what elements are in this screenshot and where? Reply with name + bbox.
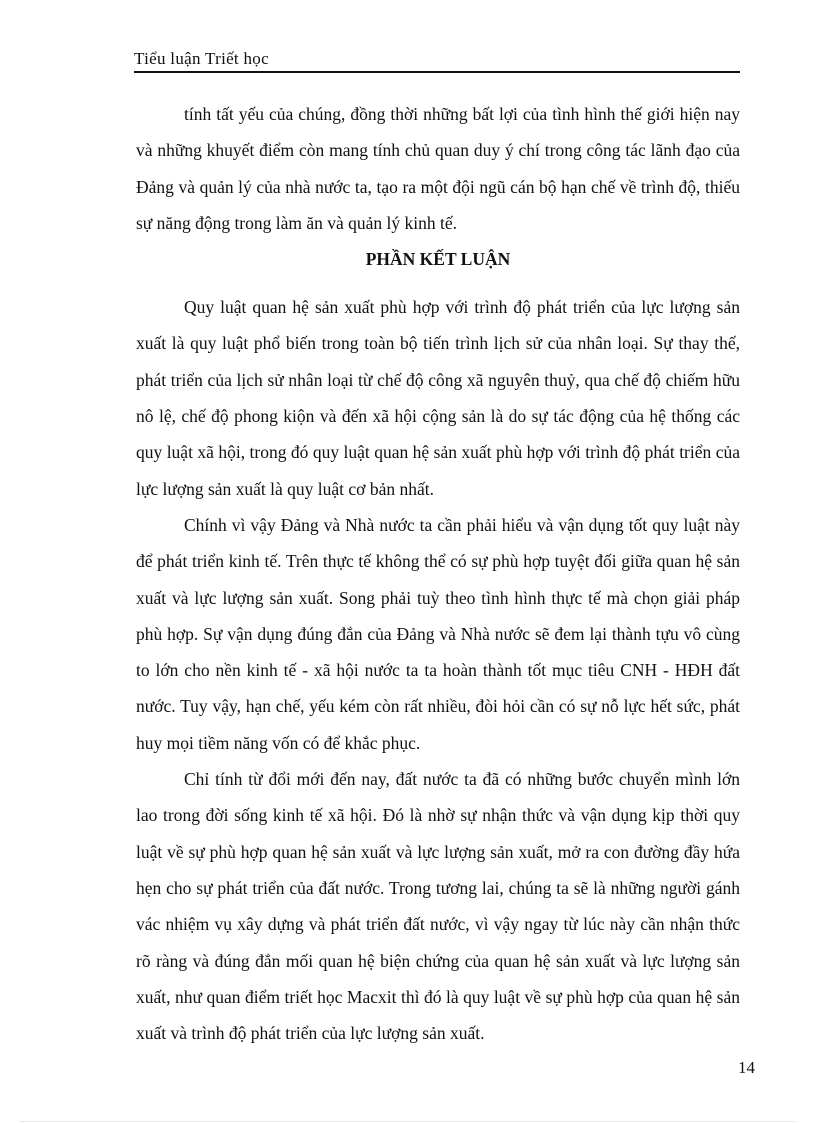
page-header-title: Tiểu luận Triết học [134,49,269,68]
section-heading: PHẦN KẾT LUẬN [365,249,511,270]
page-number: 14 [738,1058,755,1077]
footer-divider [20,1121,796,1122]
conclusion-paragraph-3: Chỉ tính từ đổi mới đến nay, đất nước ta đã có những bước chuyển mình lớn lao trong đời sống kinh tế xã hội. Đó là nhờ sự nhận thức và vận dụng kịp thời quy luật về sự phù hợp quan hệ sản xuất và lực lượng sản xuất, mở ra con đường đầy hứa hẹn cho sự phát triển của đất nước. Trong tương lai, chúng ta sẽ là những người gánh vác nhiệm vụ xây dựng và phát triển đất nước, vì vậy ngay từ lúc này cần nhận thức rõ ràng và đúng đắn mối quan hệ biện chứng của quan hệ sản xuất và lực lượng sản xuất, như quan điểm triết học Macxit thì đó là quy luật về sự phù hợp của quan hệ sản xuất và trình độ phát triển của lực lượng sản xuất. [136,769,740,1044]
conclusion-paragraph-1: Quy luật quan hệ sản xuất phù hợp với trình độ phát triển của lực lượng sản xuất là quy luật phổ biến trong toàn bộ tiến trình lịch sử của nhân loại. Sự thay thế, phát triển của lịch sử nhân loại từ chế độ công xã nguyên thuỷ, qua chế độ chiếm hữu nô lệ, chế độ phong kiộn và đến xã hội cộng sản là do sự tác động của hệ thống các quy luật xã hội, trong đó quy luật quan hệ sản xuất phù hợp với trình độ phát triển của lực lượng sản xuất là quy luật cơ bản nhất. [136,297,740,499]
intro-paragraph: tính tất yếu của chúng, đồng thời những bất lợi của tình hình thế giới hiện nay và những khuyết điểm còn mang tính chủ quan duy ý chí trong công tác lãnh đạo của Đảng và quản lý của nhà nước ta, tạo ra một đội ngũ cán bộ hạn chế về trình độ, thiếu sự năng động trong làm ăn và quản lý kinh tế. [136,104,740,233]
conclusion-paragraph-2: Chính vì vậy Đảng và Nhà nước ta cần phải hiểu và vận dụng tốt quy luật này để phát triển kinh tế. Trên thực tế không thể có sự phù hợp tuyệt đối giữa quan hệ sản xuất và lực lượng sản xuất. Song phải tuỳ theo tình hình thực tế mà chọn giải pháp phù hợp. Sự vận dụng đúng đắn của Đảng và Nhà nước sẽ đem lại thành tựu vô cùng to lớn cho nền kinh tế - xã hội nước ta ta hoàn thành tốt mục tiêu CNH - HĐH đất nước. Tuy vậy, hạn chế, yếu kém còn rất nhiều, đòi hỏi cần có sự nỗ lực hết sức, phát huy mọi tiềm năng vốn có để khắc phục. [136,514,740,753]
document-body [136,96,740,1051]
header-divider [134,71,740,73]
